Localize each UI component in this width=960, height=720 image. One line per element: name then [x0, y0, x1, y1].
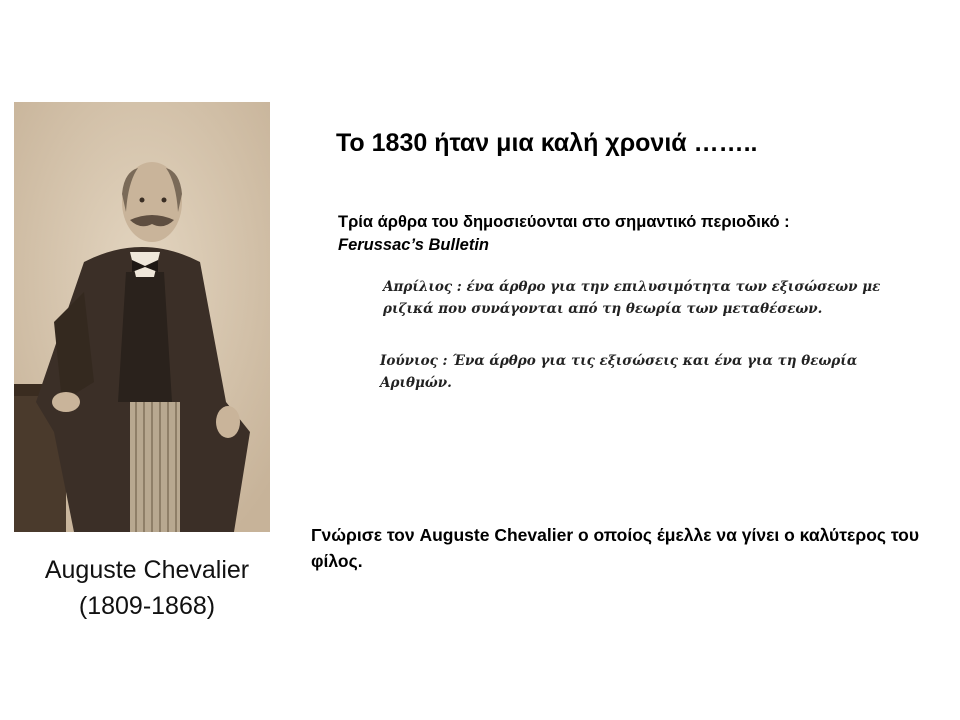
chevalier-friendship-note: Γνώρισε τον Auguste Chevalier ο οποίος έμελλε να γίνει ο καλύτερος του φίλος.	[311, 525, 920, 571]
june-article-note: Ιούνιος : Ένα άρθρο για τις εξισώσεις και ένα για τη θεωρία Αριθμών.	[380, 353, 858, 391]
journal-name: Ferussac’s Bulletin	[338, 236, 490, 254]
portrait-name: Auguste Chevalier	[44, 556, 250, 584]
portrait-caption	[10, 552, 284, 624]
articles-intro-text: Τρία άρθρα του δημοσιεύονται στο σημαντικό περιοδικό :	[338, 213, 790, 231]
portrait-illustration	[14, 102, 270, 532]
portrait-years: (1809-1868)	[78, 592, 216, 620]
articles-intro	[338, 211, 938, 257]
slide-title: Το 1830 ήταν μια καλή χρονιά ……..	[336, 129, 758, 157]
april-article-note: Απρίλιος : ένα άρθρο για την επιλυσιμότητα των εξισώσεων με ριζικά που συνάγονται από τη θεωρία των μεταθέσεων.	[383, 279, 881, 317]
portrait-photo	[14, 102, 270, 532]
